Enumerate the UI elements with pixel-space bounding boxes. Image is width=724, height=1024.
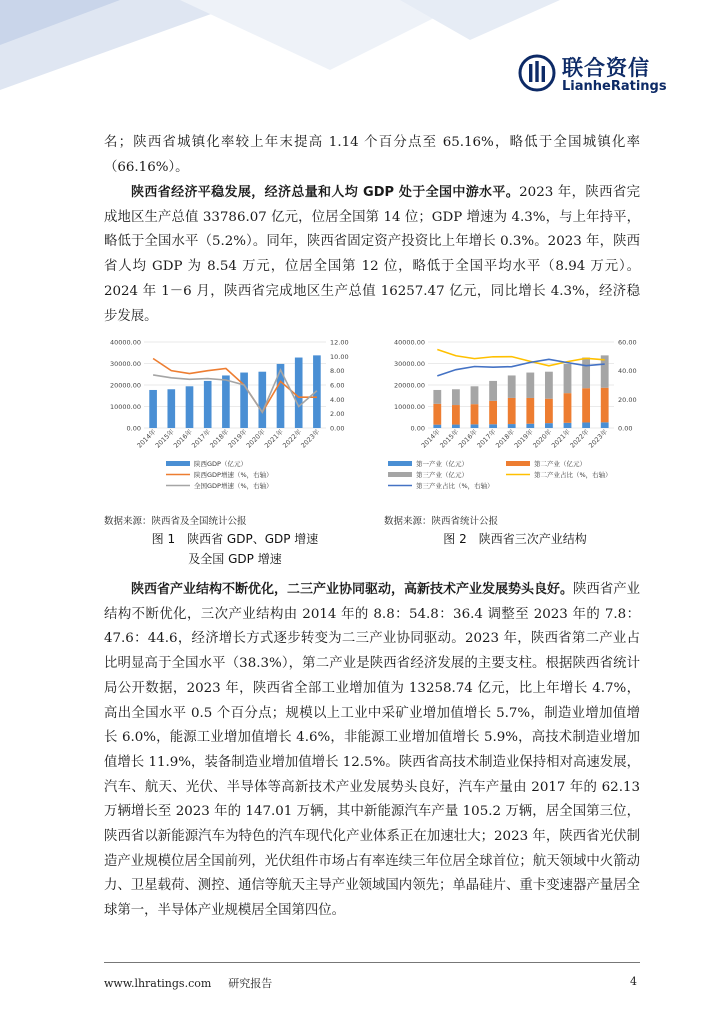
legend-label: 第三产业（亿元） — [416, 471, 468, 479]
bar — [545, 423, 553, 428]
y-right-tick-label: 6.00 — [330, 381, 345, 390]
bar — [601, 388, 609, 423]
x-tick-label: 2023年 — [299, 427, 322, 450]
legend-label: 第二产业（亿元） — [534, 460, 586, 468]
y-left-tick-label: 10000.00 — [393, 403, 425, 411]
y-right-tick-label: 0.00 — [330, 424, 345, 433]
bar — [471, 424, 479, 428]
x-tick-label: 2020年 — [244, 427, 267, 450]
bar — [508, 398, 516, 424]
bar — [186, 386, 194, 428]
brand-logo — [518, 52, 718, 98]
bar — [489, 401, 497, 424]
gdp-combo-chart — [104, 332, 366, 508]
bar — [564, 423, 572, 428]
paragraph-industry — [104, 578, 640, 924]
x-tick-label: 2015年 — [438, 427, 461, 450]
legend-label: 第三产业占比（%，右轴） — [416, 482, 494, 490]
x-tick-label: 2018年 — [494, 427, 517, 450]
footer-doc-type: 研究报告 — [228, 977, 273, 990]
bar — [295, 358, 303, 428]
bar — [433, 390, 441, 404]
legend-label: 第一产业（亿元） — [416, 460, 468, 468]
x-tick-label: 2016年 — [171, 427, 194, 450]
paragraph-text: 陕西省产业结构不断优化，三次产业结构由 2014 年的 8.8：54.8：36.4 调整至 2023 年的 7.8：47.6：44.6，经济增长方式逐步转变为二三产业协同驱动。2023 年，陕西省第二产业占比明显高于全国水平（38.3%），第二产业是陕西省经济发展的主要支柱。根据陕西省统计局公开数据，2023 年，陕西省全部工业增加值为 13258.74 亿元，比上年增长 4.7%，高出全国水平 0.5 个百分点；规模以上工业中采矿业增加值增长 5.7%，制造业增加值增长 6.0%，能源工业增加值增长 4.6%，非能源工业增加值增长 5.9%，高技术制造业增加值增长 11.9%，装备制造业增加值增长 12.5%。陕西省高技术制造业保持相对高速发展，汽车、航天、光伏、半导体等高新技术产业发展势头良好，汽车产量由 2017 年的 62.13 万辆增长至 2023 年的 147.01 万辆，其中新能源汽车产量 105.2 万辆，居全国第三位，陕西省以新能源汽车为特色的汽车现代化产业体系正在加速壮大；2023 年，陕西省光伏制造产业规模位居全国前列，光伏组件市场占有率连续三年位居全球首位；航天领域中火箭动力、卫星载荷、测控、通信等航天主导产业领域国内领先；单晶硅片、重卡变速器产量居全球第一，半导体产业规模居全国第四位。 — [104, 582, 640, 919]
bar — [526, 424, 534, 428]
bar — [489, 424, 497, 428]
paragraph-economy — [104, 181, 640, 329]
paragraph-urbanization — [104, 131, 640, 180]
bar — [601, 422, 609, 428]
x-tick-label: 2020年 — [531, 427, 554, 450]
bar — [452, 389, 460, 405]
x-tick-label: 2014年 — [419, 427, 442, 450]
y-right-tick-label: 0.00 — [618, 424, 633, 433]
bar — [222, 375, 230, 428]
footer-site: www.lhratings.com — [104, 977, 212, 990]
bar — [204, 381, 212, 428]
lianhe-logo-icon — [518, 54, 556, 92]
footer-left — [104, 975, 272, 991]
y-left-tick-label: 30000.00 — [109, 360, 141, 368]
figure-1-chart — [104, 332, 366, 508]
x-tick-label: 2023年 — [587, 427, 610, 450]
bar — [167, 389, 175, 428]
bar — [545, 372, 553, 399]
bar — [433, 404, 441, 425]
x-tick-label: 2017年 — [190, 427, 213, 450]
legend-label: 全国GDP增速（%，右轴） — [194, 482, 273, 490]
figure-2-source: 数据来源：陕西省统计公报 — [384, 516, 499, 527]
y-left-tick-label: 30000.00 — [393, 360, 425, 368]
bar — [582, 358, 590, 389]
footer-divider — [104, 962, 640, 963]
bar — [508, 375, 516, 397]
legend-label: 陕西GDP（亿元） — [194, 460, 247, 468]
y-right-tick-label: 12.00 — [330, 338, 349, 347]
x-tick-label: 2021年 — [262, 427, 285, 450]
bar — [433, 425, 441, 428]
y-right-tick-label: 60.00 — [618, 338, 637, 347]
figure-1-caption-line1: 图 1 陕西省 GDP、GDP 增速 — [151, 532, 319, 546]
y-left-tick-label: 40000.00 — [109, 338, 141, 347]
y-right-tick-label: 2.00 — [330, 410, 345, 419]
brand-name-cn: 联合资信 — [562, 56, 650, 80]
paragraph-text: 2023 年，陕西省完成地区生产总值 33786.07 亿元，位居全国第 14 位；GDP 增速为 4.3%，与上年持平，略低于全国水平（5.2%）。同年，陕西省固定资产投资比上年增长 0.3%。2023 年，陕西省人均 GDP 为 8.54 万元，位居全国第 12 位，略低于全国平均水平（8.94 万元）。2024 年 1－6 月，陕西省完成地区生产总值 16257.47 亿元，同比增长 4.3%，经济稳步发展。 — [104, 185, 640, 324]
y-right-tick-label: 40.00 — [618, 367, 637, 376]
figure-2-caption: 图 2 陕西省三次产业结构 — [443, 532, 587, 546]
paragraph-text: 名；陕西省城镇化率较上年末提高 1.14 个百分点至 65.16%，略低于全国城镇化率（66.16%）。 — [104, 135, 640, 175]
legend-label: 陕西GDP增速（%，右轴） — [194, 471, 273, 479]
figure-1-caption — [130, 529, 340, 569]
x-tick-label: 2014年 — [135, 427, 158, 450]
brand-name-en: LianheRatings — [562, 79, 667, 94]
bar — [508, 424, 516, 428]
legend-swatch — [506, 461, 530, 466]
bar — [489, 381, 497, 401]
bar — [452, 425, 460, 428]
y-right-tick-label: 20.00 — [618, 395, 637, 404]
bar — [526, 398, 534, 424]
paragraph-lead: 陕西省产业结构不断优化，二三产业协同驱动，高新技术产业发展势头良好。 — [131, 582, 574, 597]
legend-swatch — [388, 461, 412, 466]
x-tick-label: 2018年 — [208, 427, 231, 450]
y-right-tick-label: 8.00 — [330, 367, 345, 376]
x-tick-label: 2022年 — [568, 427, 591, 450]
x-tick-label: 2017年 — [475, 427, 498, 450]
y-left-tick-label: 20000.00 — [109, 381, 141, 390]
bar — [526, 373, 534, 398]
y-left-tick-label: 10000.00 — [109, 403, 141, 411]
y-left-tick-label: 0.00 — [410, 424, 425, 433]
y-left-tick-label: 20000.00 — [393, 381, 425, 390]
figure-1-source: 数据来源：陕西省及全国统计公报 — [104, 516, 247, 527]
x-tick-label: 2019年 — [512, 427, 535, 450]
legend-swatch — [166, 461, 190, 466]
y-right-tick-label: 10.00 — [330, 352, 349, 361]
bar — [149, 390, 157, 428]
x-tick-label: 2021年 — [549, 427, 572, 450]
figure-1-caption-line2: 及全国 GDP 增速 — [188, 552, 282, 566]
x-tick-label: 2015年 — [153, 427, 176, 450]
x-tick-label: 2016年 — [456, 427, 479, 450]
x-tick-label: 2019年 — [226, 427, 249, 450]
series-line — [437, 359, 604, 375]
x-tick-label: 2022年 — [281, 427, 304, 450]
bar — [258, 372, 266, 428]
bar — [582, 422, 590, 428]
paragraph-lead: 陕西省经济平稳发展，经济总量和人均 GDP 处于全国中游水平。 — [131, 185, 520, 200]
legend-swatch — [388, 472, 412, 477]
bar — [471, 404, 479, 424]
figure-2-chart — [382, 332, 644, 508]
y-left-tick-label: 0.00 — [126, 424, 141, 433]
bar — [582, 388, 590, 422]
bar — [471, 386, 479, 404]
bar — [564, 364, 572, 393]
industry-structure-chart — [382, 332, 644, 508]
bar — [452, 405, 460, 425]
y-left-tick-label: 40000.00 — [393, 338, 425, 347]
bar — [240, 373, 248, 428]
page-number: 4 — [630, 975, 637, 988]
y-right-tick-label: 4.00 — [330, 395, 345, 404]
legend-label: 第二产业占比（%，右轴） — [534, 471, 612, 479]
bar — [564, 393, 572, 423]
bar — [545, 399, 553, 423]
